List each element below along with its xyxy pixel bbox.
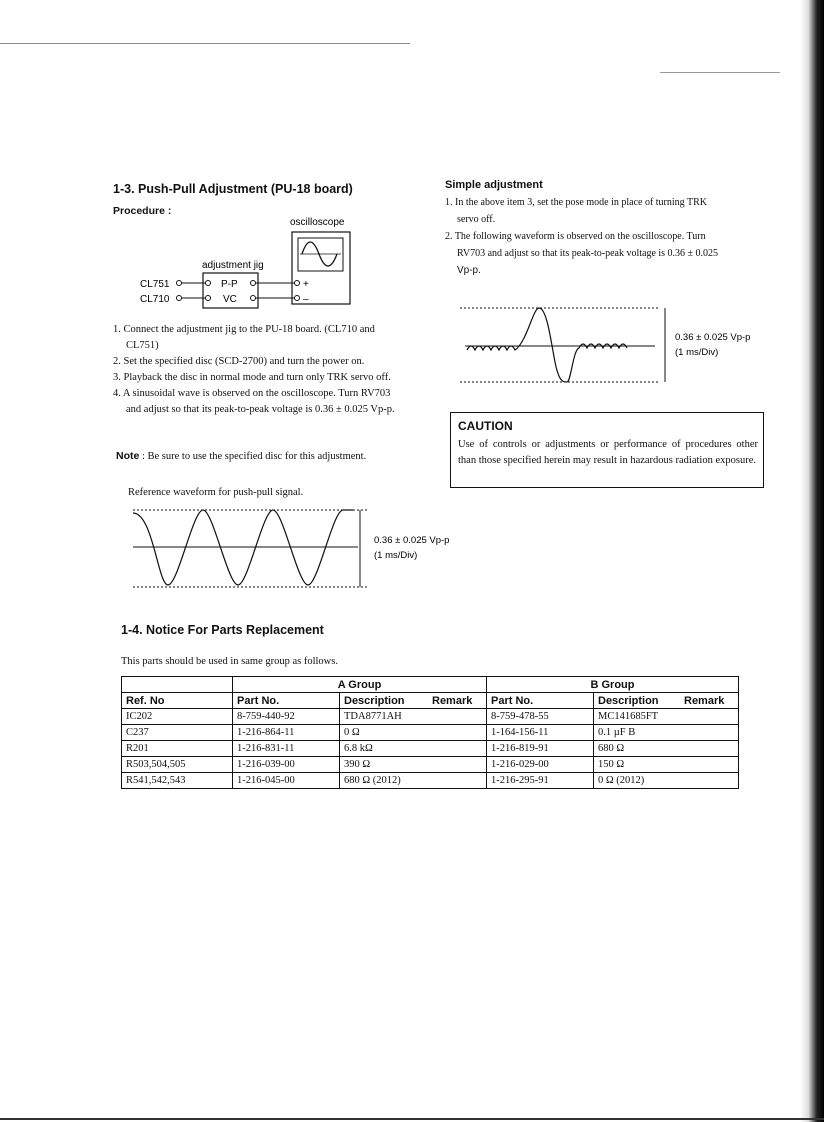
connection-diagram xyxy=(135,210,360,320)
b-part-no-cell: 1-216-029-00 xyxy=(487,757,594,773)
a-part-no-cell: 1-216-045-00 xyxy=(233,773,340,789)
group-b-header: B Group xyxy=(487,677,739,693)
col-a-part-no: Part No. xyxy=(233,693,340,709)
table-row xyxy=(122,757,739,773)
ref-no-cell: R503,504,505 xyxy=(122,757,233,773)
simple-line-2: servo off. xyxy=(457,214,496,225)
simple-wave xyxy=(467,308,627,382)
simple-line-1: 1. In the above item 3, set the pose mode in place of turning TRK xyxy=(445,197,707,208)
simple-title: Simple adjustment xyxy=(445,179,543,191)
ref-no-cell: R541,542,543 xyxy=(122,773,233,789)
caution-title: CAUTION xyxy=(458,419,513,433)
a-part-no-cell: 1-216-831-11 xyxy=(233,741,340,757)
header-rule-right xyxy=(660,72,780,73)
section-14-title: 1-4. Notice For Parts Replacement xyxy=(121,623,324,637)
cl751-terminal xyxy=(177,281,182,286)
step-3: 3. Playback the disc in normal mode and turn only TRK servo off. xyxy=(113,372,391,383)
header-rule xyxy=(0,43,410,44)
simple-div: (1 ms/Div) xyxy=(675,347,719,358)
parts-table xyxy=(121,676,739,789)
a-part-no-cell: 1-216-864-11 xyxy=(233,725,340,741)
note xyxy=(116,448,366,465)
b-part-no-cell: 8-759-478-55 xyxy=(487,709,594,725)
step-4: 4. A sinusoidal wave is observed on the oscilloscope. Turn RV703 xyxy=(113,388,391,399)
section-14-intro: This parts should be used in same group as follows. xyxy=(121,656,338,667)
footer-rule xyxy=(0,1118,824,1120)
col-ref-no: Ref. No xyxy=(122,693,233,709)
reference-vpp: 0.36 ± 0.025 Vp-p xyxy=(374,535,450,546)
jig-label: adjustment jig xyxy=(202,260,264,271)
simple-lines xyxy=(445,194,770,279)
note-text: : Be sure to use the specified disc for this adjustment. xyxy=(141,451,367,462)
cl710-label: CL710 xyxy=(140,294,170,305)
table-row xyxy=(122,773,739,789)
a-description-cell: 6.8 kΩ xyxy=(340,741,487,757)
col-a-remark: Remark xyxy=(428,693,487,709)
b-part-no-cell: 1-216-295-91 xyxy=(487,773,594,789)
note-label: Note xyxy=(116,450,140,462)
b-description-cell: MC141685FT xyxy=(594,709,739,725)
simple-vpp: 0.36 ± 0.025 Vp-p xyxy=(675,332,751,343)
caution-text: Use of controls or adjustments or performance of procedures other than those specified herein may result in hazardous radiation exposure. xyxy=(458,439,758,466)
scan-edge xyxy=(800,0,824,1122)
col-a-description: Description xyxy=(340,693,429,709)
section-13-title: 1-3. Push-Pull Adjustment (PU-18 board) xyxy=(113,182,353,196)
reference-waveform xyxy=(128,505,468,590)
table-row xyxy=(122,725,739,741)
a-description-cell: TDA8771AH xyxy=(340,709,487,725)
a-part-no-cell: 8-759-440-92 xyxy=(233,709,340,725)
step-1-cont: CL751) xyxy=(126,340,159,351)
col-b-description: Description xyxy=(594,693,681,709)
b-part-no-cell: 1-216-819-91 xyxy=(487,741,594,757)
ref-no-cell: R201 xyxy=(122,741,233,757)
procedure-label: Procedure : xyxy=(113,205,172,217)
a-description-cell: 390 Ω xyxy=(340,757,487,773)
table-row xyxy=(122,741,739,757)
reference-label: Reference waveform for push-pull signal. xyxy=(128,487,304,498)
procedure-steps xyxy=(113,322,438,418)
pin-pp-label: P-P xyxy=(221,279,238,290)
simple-line-3: 2. The following waveform is observed on the oscilloscope. Turn xyxy=(445,231,706,242)
column-header-row xyxy=(122,693,739,709)
cl751-label: CL751 xyxy=(140,279,170,290)
a-description-cell: 680 Ω (2012) xyxy=(340,773,487,789)
b-description-cell: 0 Ω (2012) xyxy=(594,773,739,789)
table-row xyxy=(122,709,739,725)
scope-minus-label: – xyxy=(303,294,309,305)
oscilloscope-label: oscilloscope xyxy=(290,217,345,228)
scope-plus-label: + xyxy=(303,279,309,290)
b-description-cell: 680 Ω xyxy=(594,741,739,757)
caution-box xyxy=(450,412,764,488)
pin-vc-label: VC xyxy=(223,294,237,305)
group-a-header: A Group xyxy=(233,677,487,693)
simple-waveform xyxy=(455,302,765,392)
a-part-no-cell: 1-216-039-00 xyxy=(233,757,340,773)
simple-line-5: Vp-p. xyxy=(457,265,481,276)
simple-line-4: RV703 and adjust so that its peak-to-peak voltage is 0.36 ± 0.025 xyxy=(457,248,719,259)
b-description-cell: 0.1 µF B xyxy=(594,725,739,741)
col-b-part-no: Part No. xyxy=(487,693,594,709)
a-description-cell: 0 Ω xyxy=(340,725,487,741)
oscilloscope-box xyxy=(292,232,350,304)
step-1: 1. Connect the adjustment jig to the PU-18 board. (CL710 and xyxy=(113,324,375,335)
cl710-terminal xyxy=(177,296,182,301)
b-part-no-cell: 1-164-156-11 xyxy=(487,725,594,741)
reference-div: (1 ms/Div) xyxy=(374,550,418,561)
group-header-row xyxy=(122,677,739,693)
col-b-remark: Remark xyxy=(680,693,739,709)
ref-no-cell: IC202 xyxy=(122,709,233,725)
step-2: 2. Set the specified disc (SCD-2700) and turn the power on. xyxy=(113,356,365,367)
step-4-cont: and adjust so that its peak-to-peak voltage is 0.36 ± 0.025 Vp-p. xyxy=(126,404,395,415)
b-description-cell: 150 Ω xyxy=(594,757,739,773)
ref-no-cell: C237 xyxy=(122,725,233,741)
